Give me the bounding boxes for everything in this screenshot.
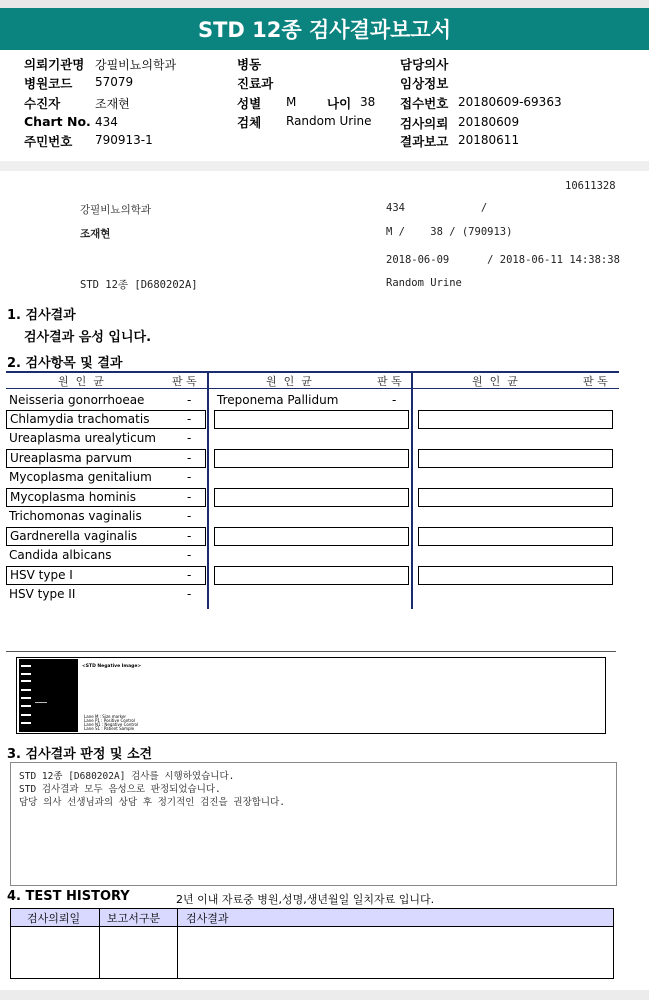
table-row <box>418 488 613 507</box>
history-header-request-date: 검사의뢰일 <box>27 912 81 925</box>
patient-value: 조재현 <box>95 97 130 111</box>
document-number: 10611328 <box>565 180 616 192</box>
section3-title: 3. 검사결과 판정 및 소견 <box>7 747 153 762</box>
age-value: 38 <box>360 95 376 109</box>
image-divider <box>6 651 616 652</box>
header-result-3: 판 독 <box>583 375 608 388</box>
table-row <box>214 449 409 468</box>
meta-institution: 강필비뇨의학과 <box>80 204 152 216</box>
resident-no-label: 주민번호 <box>24 134 73 149</box>
meta-chart: 434 / <box>386 202 488 214</box>
pathogen-result: - <box>187 393 192 407</box>
chart-no-value: 434 <box>95 115 118 129</box>
header-pathogen-1: 원 인 균 <box>58 375 104 388</box>
image-legend-line: Lane M : Size marker <box>84 714 127 719</box>
opinion-box <box>10 762 617 886</box>
table-row <box>214 488 409 507</box>
pathogen-name: Chlamydia trachomatis <box>10 412 150 426</box>
footer-bar <box>0 990 649 1000</box>
patient-info <box>0 50 649 161</box>
report-title: STD 12종 검사결과보고서 <box>197 18 451 42</box>
institution-label: 의뢰기관명 <box>24 57 85 72</box>
patient-label: 수진자 <box>24 96 61 111</box>
table-row <box>6 449 206 468</box>
history-note: 2년 이내 자료중 병원,성명,생년월일 일치자료 입니다. <box>176 893 435 906</box>
section-divider <box>0 161 649 171</box>
pathogen-result: - <box>187 412 192 426</box>
result-summary: 검사결과 음성 입니다. <box>24 330 152 345</box>
meta-dates: 2018-06-09 / 2018-06-11 14:38:38 <box>386 254 620 266</box>
pathogen-result: - <box>187 490 192 504</box>
gel-image <box>19 659 78 732</box>
pathogen-result: - <box>187 568 192 582</box>
table-row <box>6 527 206 546</box>
pathogen-name: HSV type II <box>9 587 76 601</box>
pathogen-result: - <box>187 529 192 543</box>
table-row <box>214 392 409 411</box>
pathogen-name: Neisseria gonorrhoeae <box>9 393 145 407</box>
pathogen-result: - <box>187 451 192 465</box>
image-legend-line: Lane S1 : Patient Sample <box>84 726 135 731</box>
meta-sex-age: M / 38 / (790913) <box>386 226 513 238</box>
report-value: 20180611 <box>458 133 520 147</box>
table-row <box>6 392 206 411</box>
table-row <box>6 469 206 488</box>
meta-test: STD 12종 [D680202A] <box>80 279 198 291</box>
table-row <box>214 410 409 429</box>
pathogen-name: Mycoplasma genitalium <box>9 470 152 484</box>
results-column-divider-1 <box>207 371 209 609</box>
pathogen-name: Ureaplasma parvum <box>10 451 132 465</box>
pathogen-result: - <box>187 509 192 523</box>
history-column-divider <box>99 909 100 978</box>
header-pathogen-2: 원 인 균 <box>266 375 312 388</box>
pathogen-result: - <box>187 587 192 601</box>
section2-title: 2. 검사항목 및 결과 <box>7 356 123 371</box>
table-row <box>6 508 206 527</box>
table-row <box>6 547 206 566</box>
header-result-2: 판 독 <box>377 375 402 388</box>
hospital-code-label: 병원코드 <box>24 76 73 91</box>
report-label: 결과보고 <box>400 134 449 149</box>
header-pathogen-3: 원 인 균 <box>472 375 518 388</box>
request-value: 20180609 <box>458 115 520 129</box>
ward-label: 병동 <box>237 57 262 72</box>
sex-label: 성별 <box>237 96 262 111</box>
table-row <box>6 410 206 429</box>
table-row <box>6 586 206 605</box>
table-row <box>418 527 613 546</box>
age-label: 나이 <box>327 96 352 111</box>
history-header-report-type: 보고서구분 <box>107 912 161 925</box>
header-result-1: 판 독 <box>172 375 197 388</box>
pathogen-name: Treponema Pallidum <box>217 393 339 407</box>
pathogen-name: Candida albicans <box>9 548 112 562</box>
pathogen-result: - <box>187 470 192 484</box>
receipt-label: 접수번호 <box>400 96 449 111</box>
pathogen-name: Trichomonas vaginalis <box>9 509 142 523</box>
image-legend-line: Lane N1 : Negative Control <box>84 722 139 727</box>
table-row <box>418 566 613 585</box>
section4-title: 4. TEST HISTORY <box>7 889 130 904</box>
pathogen-result: - <box>187 548 192 562</box>
meta-patient: 조재현 <box>80 228 111 240</box>
specimen-label: 검체 <box>237 115 262 130</box>
pathogen-name: HSV type I <box>10 568 73 582</box>
table-row <box>6 430 206 449</box>
history-table-header <box>11 909 613 927</box>
specimen-value: Random Urine <box>286 114 372 128</box>
opinion-line: STD 검사결과 모두 음성으로 판정되었습니다. <box>19 784 221 795</box>
opinion-line: 담당 의사 선생님과의 상담 후 정기적인 검진을 권장합니다. <box>19 797 286 808</box>
pathogen-name: Mycoplasma hominis <box>10 490 136 504</box>
image-legend-line: Lane P1 : Positive Control <box>84 718 135 723</box>
hospital-code-value: 57079 <box>95 75 134 89</box>
meta-specimen: Random Urine <box>386 277 462 289</box>
institution-value: 강필비뇨의학과 <box>95 58 177 72</box>
table-row <box>418 449 613 468</box>
table-row <box>214 527 409 546</box>
table-row <box>418 410 613 429</box>
pathogen-name: Ureaplasma urealyticum <box>9 431 156 445</box>
resident-no-value: 790913-1 <box>95 133 153 147</box>
doctor-label: 담당의사 <box>400 57 449 72</box>
history-table <box>10 908 614 979</box>
opinion-line: STD 12종 [D680202A] 검사를 시행하였습니다. <box>19 771 235 782</box>
clinical-label: 임상정보 <box>400 76 449 91</box>
request-label: 검사의뢰 <box>400 116 449 131</box>
pathogen-result: - <box>187 431 192 445</box>
results-column-divider-2 <box>411 371 413 609</box>
table-row <box>6 488 206 507</box>
chart-no-label: Chart No. <box>24 114 91 129</box>
receipt-value: 20180609-69363 <box>458 95 562 109</box>
table-row <box>214 566 409 585</box>
sex-value: M <box>286 95 297 109</box>
pathogen-name: Gardnerella vaginalis <box>10 529 138 543</box>
history-header-result: 검사결과 <box>186 912 229 925</box>
history-column-divider <box>177 909 178 978</box>
pathogen-result: - <box>392 393 397 407</box>
section1-title: 1. 검사결과 <box>7 308 76 323</box>
image-caption: <STD Negative Image> <box>82 664 142 669</box>
department-label: 진료과 <box>237 76 274 91</box>
table-row <box>6 566 206 585</box>
